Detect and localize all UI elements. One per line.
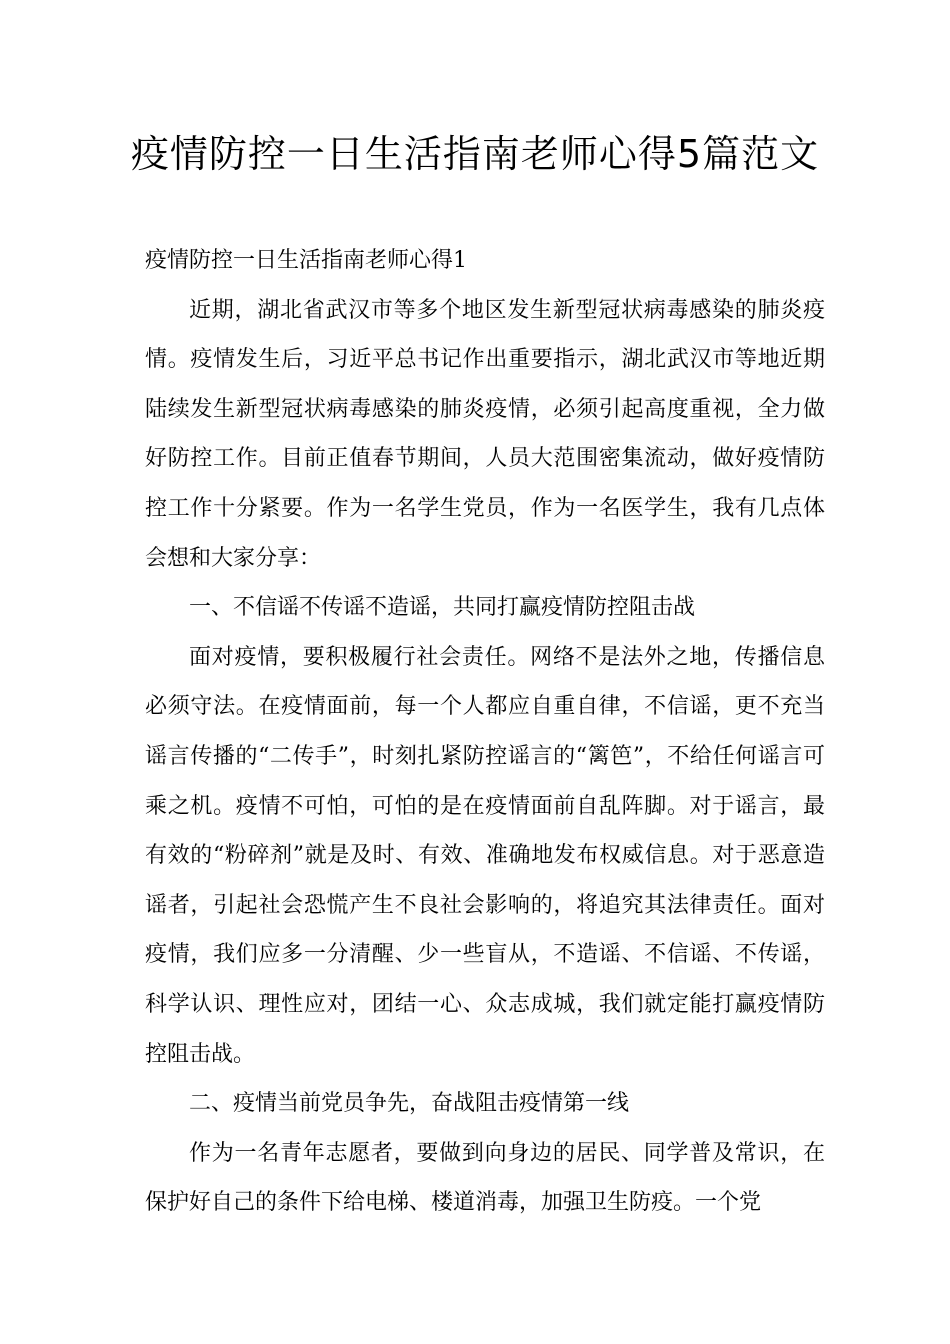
document-title: 疫情防控一日生活指南老师心得5篇范文 — [130, 132, 820, 176]
subsection-heading: 二、疫情当前党员争先，奋战阻击疫情第一线 — [189, 1091, 630, 1117]
body-paragraph: 作为一名青年志愿者，要做到向身边的居民、同学普及常识，在保护好自己的条件下给电梯、楼道消毒，加强卫生防疫。一个党 — [145, 1140, 825, 1216]
document-body — [145, 236, 825, 1228]
section-heading: 疫情防控一日生活指南老师心得1 — [145, 248, 467, 273]
subsection-heading: 一、不信谣不传谣不造谣，共同打赢疫情防控阻击战 — [189, 595, 696, 621]
body-paragraph: 近期，湖北省武汉市等多个地区发生新型冠状病毒感染的肺炎疫情。疫情发生后，习近平总书记作出重要指示，湖北武汉市等地近期陆续发生新型冠状病毒感染的肺炎疫情，必须引起高度重视，全力做好防控工作。目前正值春节期间，人员大范围密集流动，做好疫情防控工作十分紧要。作为一名学生党员，作为一名医学生，我有几点体会想和大家分享： — [145, 297, 825, 571]
body-paragraph: 面对疫情，要积极履行社会责任。网络不是法外之地，传播信息必须守法。在疫情面前，每一个人都应自重自律，不信谣，更不充当谣言传播的“二传手”，时刻扎紧防控谣言的“篱笆”，不给任何谣言可乘之机。疫情不可怕，可怕的是在疫情面前自乱阵脚。对于谣言，最有效的“粉碎剂”就是及时、有效、准确地发布权威信息。对于恶意造谣者，引起社会恐慌产生不良社会影响的，将追究其法律责任。面对疫情，我们应多一分清醒、少一些盲从，不造谣、不信谣、不传谣，科学认识、理性应对，团结一心、众志成城，我们就定能打赢疫情防控阻击战。 — [145, 644, 825, 1067]
